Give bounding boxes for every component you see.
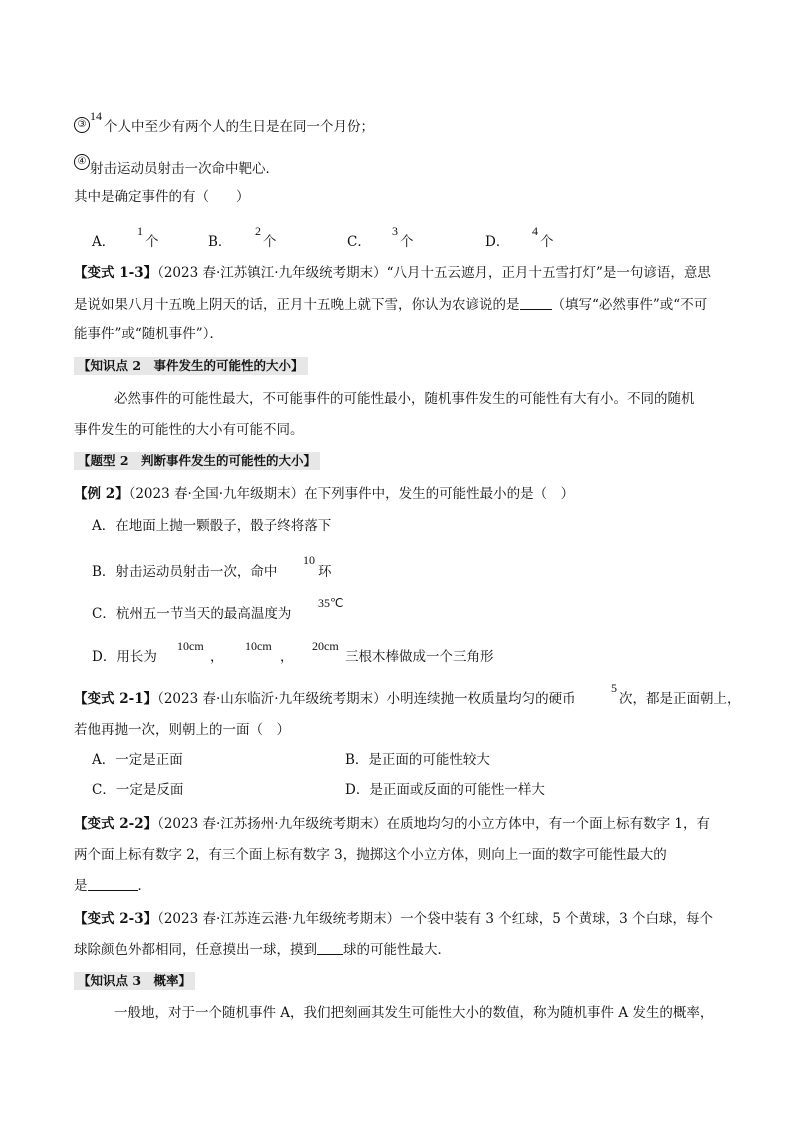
option-b-number: 2	[255, 224, 261, 238]
example-2-option-c-number: 35℃	[318, 596, 344, 610]
example-2-option-b-number: 10	[303, 553, 315, 567]
variant-2-1-line2: 若他再抛一次，则朝上的一面（ ）	[74, 722, 290, 738]
option-a-unit: 个	[145, 234, 159, 250]
example-2-option-d-sep1: ，	[210, 649, 224, 665]
knowledge-point-3-header: 【知识点 3 概率】	[74, 972, 195, 990]
variant-2-3-line1	[74, 910, 713, 928]
item-4-text: 射击运动员射击一次命中靶心．	[90, 161, 279, 177]
question-stem: 其中是确定事件的有（ ）	[74, 189, 250, 205]
variant-1-3-line1	[74, 264, 711, 282]
answer-blank[interactable]	[88, 878, 138, 891]
answer-blank[interactable]	[520, 297, 552, 310]
example-2-option-d-number2: 10cm	[245, 639, 272, 653]
variant-2-3-text2: 球除颜色外都相同，任意摸出一球，摸到	[74, 942, 317, 958]
item-4-mark	[74, 152, 91, 170]
variant-1-3-text1: （2023 春·江苏镇江·九年级统考期末）“八月十五云遮月，正月十五雪打灯”是一句谚语，意思	[157, 265, 711, 281]
example-2-text: （2023 春·全国·九年级期末）在下列事件中，发生的可能性最小的是（ ）	[128, 486, 575, 502]
example-2-option-a: A．在地面上抛一颗骰子，骰子终将落下	[92, 518, 332, 534]
example-2-stem	[74, 485, 574, 503]
example-2-option-d: D．用长为	[92, 649, 157, 665]
example-2-option-b: B．射击运动员射击一次，命中	[92, 564, 278, 580]
variant-2-1-text1-tail: 次，都是正面朝上，	[619, 691, 741, 707]
option-d-label: D．	[485, 234, 510, 250]
variant-2-2-text1: （2023 春·江苏扬州·九年级统考期末）在质地均匀的小立方体中，有一个面上标有数字 1，有	[157, 816, 710, 832]
variant-2-3-text2-tail: 球的可能性最大．	[343, 942, 451, 958]
variant-1-3-line2	[74, 296, 707, 314]
option-c-label: C．	[347, 234, 371, 250]
item-3-number: 14	[90, 109, 102, 123]
variant-2-1-tag: 【变式 2-1】	[74, 691, 158, 707]
example-2-option-b-unit: 环	[318, 564, 332, 580]
variant-2-1-option-d: D．是正面或反面的可能性一样大	[345, 782, 545, 798]
option-b-label: B．	[208, 234, 232, 250]
variant-1-3-tag: 【变式 1-3】	[74, 265, 158, 281]
option-d-number: 4	[532, 224, 538, 238]
variant-2-1-option-a: A．一定是正面	[92, 752, 183, 768]
option-c-number: 3	[392, 224, 398, 238]
answer-blank[interactable]	[317, 942, 343, 955]
knowledge-point-2-header: 【知识点 2 事件发生的可能性的大小】	[74, 357, 308, 375]
kp2-line1: 必然事件的可能性最大，不可能事件的可能性最小，随机事件发生的可能性有大有小。不同的随机	[114, 391, 695, 407]
variant-2-2-text3: 是	[74, 878, 88, 894]
variant-2-2-line1	[74, 815, 710, 833]
variant-2-1-text1: （2023 春·山东临沂·九年级统考期末）小明连续抛一枚质量均匀的硬币	[157, 691, 576, 707]
example-2-tag: 【例 2】	[74, 486, 129, 502]
example-2-option-d-tail: 三根木棒做成一个三角形	[345, 649, 494, 665]
circled-number-4: ④	[74, 154, 90, 170]
variant-2-3-text1: （2023 春·江苏连云港·九年级统考期末）一个袋中装有 3 个红球，5 个黄球，3 个白球，每个	[157, 911, 714, 927]
variant-1-3-text2: 是说如果八月十五晚上阴天的话，正月十五晚上就下雪，你认为农谚说的是	[74, 297, 520, 313]
example-2-option-d-number1: 10cm	[177, 639, 204, 653]
example-2-option-d-sep2: ，	[280, 649, 294, 665]
circled-number-3: ③	[74, 117, 90, 133]
example-2-option-d-number3: 20cm	[312, 639, 339, 653]
example-2-option-c: C．杭州五一节当天的最高温度为	[92, 606, 292, 622]
kp2-line2: 事件发生的可能性的大小有可能不同。	[74, 422, 304, 438]
item-3	[74, 115, 91, 133]
variant-2-1-line1	[74, 690, 576, 708]
variant-2-1-option-b: B．是正面的可能性较大	[345, 752, 490, 768]
variant-2-2-line3	[74, 877, 151, 895]
option-c-unit: 个	[400, 234, 414, 250]
variant-2-2-tag: 【变式 2-2】	[74, 816, 158, 832]
variant-1-3-line3: 能事件”或“随机事件”）．	[74, 326, 223, 342]
option-a-number: 1	[137, 224, 143, 238]
variant-2-1-number: 5	[611, 681, 617, 695]
variant-2-2-text3-tail: ．	[137, 878, 151, 894]
option-a-label: A．	[92, 234, 116, 250]
variant-2-3-line2	[74, 941, 451, 959]
kp3-line1: 一般地，对于一个随机事件 A，我们把刻画其发生可能性大小的数值，称为随机事件 A 发生的概率，	[114, 1005, 714, 1021]
option-d-unit: 个	[540, 234, 554, 250]
variant-2-1-option-c: C．一定是反面	[92, 782, 184, 798]
type-2-header: 【题型 2 判断事件发生的可能性的大小】	[74, 452, 320, 470]
variant-1-3-text2-tail: （填写“必然事件”或“不可	[551, 297, 708, 313]
variant-2-2-line2: 两个面上标有数字 2，有三个面上标有数字 3，抛掷这个小立方体，则向上一面的数字可能性最大的	[74, 847, 667, 863]
option-b-unit: 个	[263, 234, 277, 250]
item-3-text: 个人中至少有两个人的生日是在同一个月份；	[104, 119, 374, 135]
variant-2-3-tag: 【变式 2-3】	[74, 911, 158, 927]
